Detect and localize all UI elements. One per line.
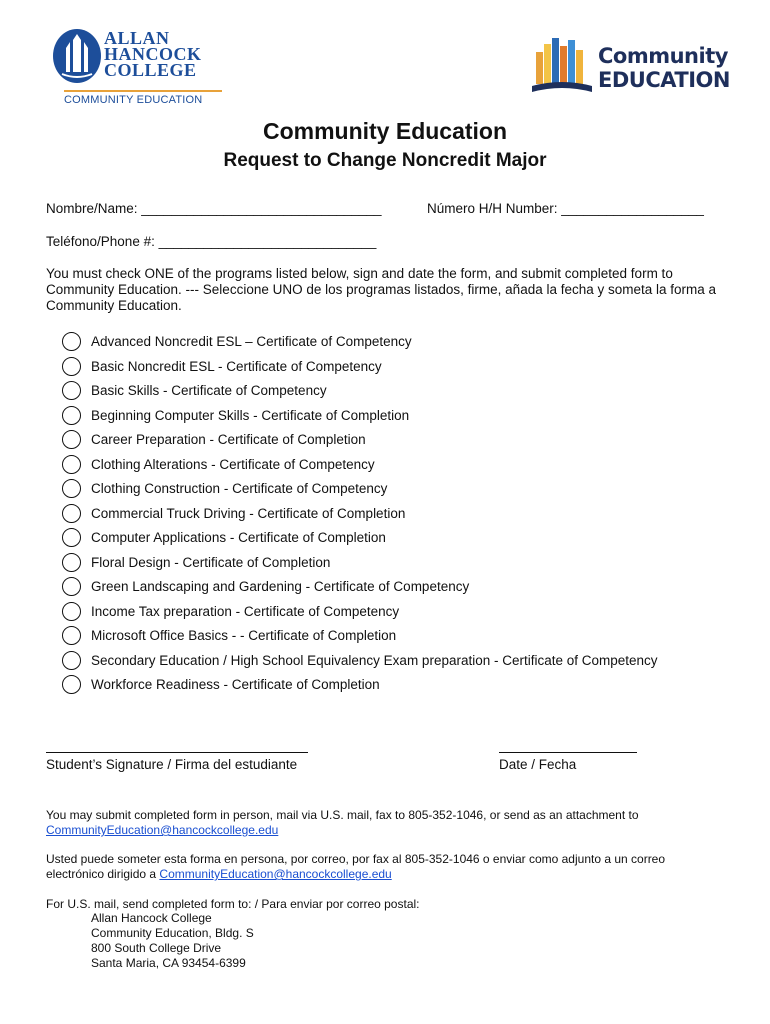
program-label: Basic Skills - Certificate of Competency (91, 383, 327, 398)
email-link[interactable]: CommunityEducation@hancockcollege.edu (159, 867, 392, 881)
submission-english (46, 808, 736, 838)
program-label: Computer Applications - Certificate of Completion (91, 530, 386, 545)
mailing-address (91, 911, 254, 971)
radio-circle-icon[interactable] (62, 430, 81, 449)
address-line: Santa Maria, CA 93454-6399 (91, 956, 246, 970)
program-label: Floral Design - Certificate of Completion (91, 554, 331, 570)
radio-circle-icon[interactable] (62, 626, 81, 645)
radio-circle-icon[interactable] (62, 357, 81, 376)
radio-circle-icon[interactable] (62, 332, 81, 351)
submission-english-text: You may submit completed form in person, mail via U.S. mail, fax to 805-352-1046, or send as an attachment to (46, 808, 639, 822)
ahc-logo-line1: ALLAN (104, 28, 170, 48)
radio-circle-icon[interactable] (62, 577, 81, 596)
instructions-text: You must check ONE of the programs listed below, sign and date the form, and submit completed form to Community Education. --- Seleccione UNO de los programas listados, firme, añada la fecha y someta la forma a Community Education. (46, 266, 717, 313)
address-line: Allan Hancock College (91, 911, 212, 925)
radio-circle-icon[interactable] (62, 479, 81, 498)
radio-circle-icon[interactable] (62, 455, 81, 474)
date-label: Date / Fecha (499, 757, 577, 772)
program-label: Commercial Truck Driving - Certificate of Completion (91, 505, 406, 521)
ce-logo-line2: EDUCATION (598, 68, 730, 92)
date-line[interactable] (499, 752, 637, 753)
ahc-logo-subtitle: COMMUNITY EDUCATION (64, 94, 203, 106)
submission-spanish-text: Usted puede someter esta forma en persona, por correo, por fax al 805-352-1046 o enviar como adjunto a un correo electrónico dirigido a (46, 852, 666, 881)
address-line: Community Education, Bldg. S (91, 926, 254, 940)
program-label: Workforce Readiness - Certificate of Completion (91, 677, 380, 692)
program-label: Secondary Education / High School Equivalency Exam preparation - Certificate of Competency (91, 652, 658, 668)
program-label: Beginning Computer Skills - Certificate of Completion (91, 407, 410, 423)
radio-circle-icon[interactable] (62, 406, 81, 425)
submission-spanish (46, 852, 726, 882)
radio-circle-icon[interactable] (62, 381, 81, 400)
radio-circle-icon[interactable] (62, 504, 81, 523)
program-label: Career Preparation - Certificate of Completion (91, 432, 366, 447)
ce-logo-line1: Community (598, 44, 728, 68)
allan-hancock-college-logo (52, 28, 232, 108)
address-line: 800 South College Drive (91, 941, 222, 955)
program-label: Clothing Construction - Certificate of Competency (91, 481, 388, 496)
radio-circle-icon[interactable] (62, 651, 81, 670)
hh-number-field[interactable]: Número H/H Number: ___________________ (427, 201, 704, 216)
ahc-emblem-icon (52, 28, 102, 84)
program-label: Clothing Alterations - Certificate of Competency (91, 456, 375, 472)
ahc-logo-line3: COLLEGE (104, 60, 197, 80)
radio-circle-icon[interactable] (62, 553, 81, 572)
program-label: Advanced Noncredit ESL – Certificate of Competency (91, 334, 412, 349)
radio-circle-icon[interactable] (62, 602, 81, 621)
email-link[interactable]: CommunityEducation@hancockcollege.edu (46, 823, 279, 837)
ahc-logo-rule (64, 90, 222, 92)
books-icon (528, 34, 596, 96)
mail-intro: For U.S. mail, send completed form to: / Para enviar por correo postal: (46, 897, 420, 911)
program-label: Green Landscaping and Gardening - Certificate of Competency (91, 579, 470, 594)
radio-circle-icon[interactable] (62, 528, 81, 547)
community-education-logo (528, 34, 730, 100)
program-label: Basic Noncredit ESL - Certificate of Competency (91, 358, 382, 374)
name-field[interactable]: Nombre/Name: ________________________________ (46, 201, 382, 216)
program-label: Microsoft Office Basics - - Certificate of Completion (91, 628, 397, 643)
radio-circle-icon[interactable] (62, 675, 81, 694)
phone-field[interactable]: Teléfono/Phone #: _____________________________ (46, 234, 377, 249)
ahc-logo-line2: HANCOCK (104, 44, 202, 64)
page-subtitle: Request to Change Noncredit Major (223, 150, 547, 171)
signature-line[interactable] (46, 752, 308, 753)
signature-label: Student’s Signature / Firma del estudiante (46, 757, 298, 772)
page-title: Community Education (262, 118, 508, 144)
program-label: Income Tax preparation - Certificate of Competency (91, 603, 400, 619)
